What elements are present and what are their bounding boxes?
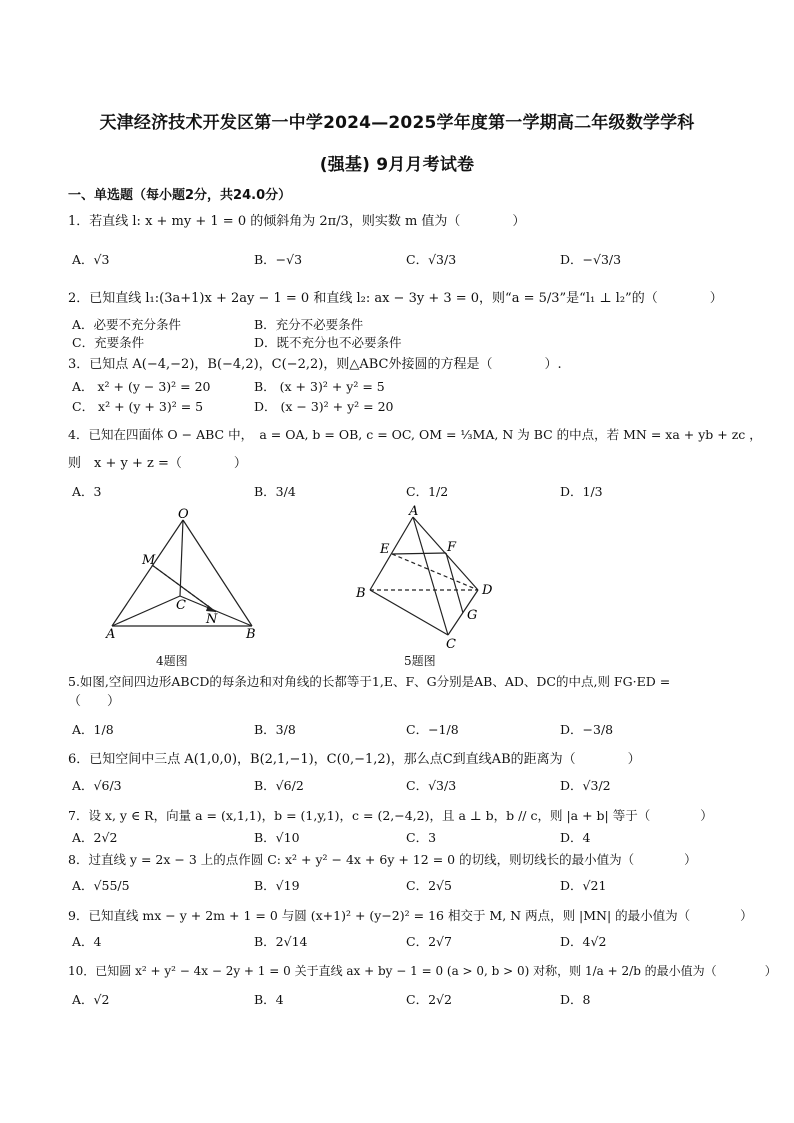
q2-option-c: C．充要条件 (72, 335, 145, 350)
q8-option-b: B．√19 (254, 878, 300, 893)
q10-option-c: C．2√2 (406, 992, 452, 1007)
section-heading: 一、单选题（每小题2分，共24.0分） (68, 188, 292, 203)
q1-option-b: B．−√3 (254, 252, 303, 267)
q1-option-c: C．√3/3 (406, 252, 457, 267)
fig4-label-c: C (176, 598, 186, 613)
q9-option-d: D．4√2 (560, 934, 607, 949)
q9-option-c: C．2√7 (406, 934, 452, 949)
q7-option-c: C．3 (406, 830, 437, 845)
question-10-stem: 10．已知圆 x² + y² − 4x − 2y + 1 = 0 关于直线 ax + by − 1 = 0 (a > 0, b > 0) 对称，则 1/a + 2/b 的最小值为（ ） (68, 964, 777, 978)
q1-option-a: A．√3 (72, 252, 110, 267)
q5-option-b: B．3/8 (254, 722, 296, 737)
fig5-label-e: E (380, 542, 390, 557)
q4-option-a: A．3 (72, 484, 102, 499)
q5-option-d: D．−3/8 (560, 722, 614, 737)
q5-option-a: A．1/8 (72, 722, 114, 737)
exam-title-line1: 天津经济技术开发区第一中学2024—2025学年度第一学期高二年级数学学科 (99, 113, 695, 133)
q7-option-a: A．2√2 (72, 830, 118, 845)
question-6-stem: 6．已知空间中三点 A(1,0,0)，B(2,1,−1)，C(0,−1,2)，那么点C到直线AB的距离为（ ） (68, 752, 641, 767)
q8-option-a: A．√55/5 (72, 878, 130, 893)
question-4-stem-line2: 则 x + y + z =（ ） (68, 456, 247, 471)
q3-option-a: A． x² + (y − 3)² = 20 (72, 379, 211, 394)
question-1-stem: 1．若直线 l: x + my + 1 = 0 的倾斜角为 2π/3，则实数 m 值为（ ） (68, 214, 526, 229)
q4-option-d: D．1/3 (560, 484, 603, 499)
q4-option-b: B．3/4 (254, 484, 296, 499)
question-4-stem: 4．已知在四面体 O − ABC 中， a = OA, b = OB, c = OC, OM = ⅓MA, N 为 BC 的中点，若 MN = xa + yb + zc ， (68, 427, 762, 442)
figure-5-caption: 5题图 (404, 654, 436, 668)
question-2-stem: 2．已知直线 l₁:(3a+1)x + 2ay − 1 = 0 和直线 l₂: ax − 3y + 3 = 0，则“a = 5/3”是“l₁ ⊥ l₂”的（ ） (68, 291, 723, 306)
q5-option-c: C．−1/8 (406, 722, 459, 737)
q10-option-a: A．√2 (72, 992, 110, 1007)
q10-option-b: B．4 (254, 992, 284, 1007)
fig5-label-f: F (447, 540, 457, 555)
fig4-label-a: A (106, 627, 116, 642)
question-7-stem: 7．设 x, y ∈ R，向量 a = (x,1,1)，b = (1,y,1)，c = (2,−4,2)，且 a ⊥ b，b // c，则 |a + b| 等于（ ） (68, 808, 713, 823)
q3-option-d: D． (x − 3)² + y² = 20 (254, 399, 394, 414)
exam-title-line2: (强基) 9月月考试卷 (319, 155, 475, 175)
figure-4-caption: 4题图 (156, 654, 188, 668)
fig4-label-m: M (142, 553, 156, 568)
q10-option-d: D．8 (560, 992, 591, 1007)
figure-5-tetrahedron (350, 505, 500, 650)
fig5-label-d: D (482, 583, 493, 598)
fig4-label-b: B (246, 627, 256, 642)
q7-option-d: D．4 (560, 830, 591, 845)
q3-option-c: C． x² + (y + 3)² = 5 (72, 399, 204, 414)
question-5-stem-line2: （ ） (68, 694, 121, 709)
fig5-label-c: C (446, 637, 456, 650)
q6-option-a: A．√6/3 (72, 778, 122, 793)
figure-4-tetrahedron (100, 508, 270, 648)
fig5-label-a: A (409, 505, 419, 519)
q6-option-d: D．√3/2 (560, 778, 611, 793)
fig5-label-b: B (356, 586, 366, 601)
q8-option-c: C．2√5 (406, 878, 452, 893)
q4-option-c: C．1/2 (406, 484, 449, 499)
fig4-label-o: O (178, 508, 189, 522)
q9-option-b: B．2√14 (254, 934, 308, 949)
q1-option-d: D．−√3/3 (560, 252, 622, 267)
fig5-label-g: G (467, 608, 478, 623)
question-9-stem: 9．已知直线 mx − y + 2m + 1 = 0 与圆 (x+1)² + (y−2)² = 16 相交于 M, N 两点，则 |MN| 的最小值为（ ） (68, 908, 753, 923)
q3-option-b: B． (x + 3)² + y² = 5 (254, 379, 385, 394)
q9-option-a: A．4 (72, 934, 102, 949)
q2-option-b: B．充分不必要条件 (254, 317, 364, 332)
q6-option-c: C．√3/3 (406, 778, 457, 793)
q7-option-b: B．√10 (254, 830, 300, 845)
question-5-stem: 5.如图,空间四边形ABCD的每条边和对角线的长都等于1,E、F、G分别是AB、AD、DC的中点,则 FG·ED = (68, 674, 671, 689)
question-8-stem: 8．过直线 y = 2x − 3 上的点作圆 C: x² + y² − 4x + 6y + 12 = 0 的切线，则切线长的最小值为（ ） (68, 852, 697, 867)
question-3-stem: 3．已知点 A(−4,−2)，B(−4,2)，C(−2,2)，则△ABC外接圆的方程是（ ）. (68, 357, 562, 372)
q2-option-a: A．必要不充分条件 (72, 317, 182, 332)
q8-option-d: D．√21 (560, 878, 607, 893)
fig4-label-n: N (206, 612, 218, 627)
q6-option-b: B．√6/2 (254, 778, 304, 793)
q2-option-d: D．既不充分也不必要条件 (254, 335, 402, 350)
